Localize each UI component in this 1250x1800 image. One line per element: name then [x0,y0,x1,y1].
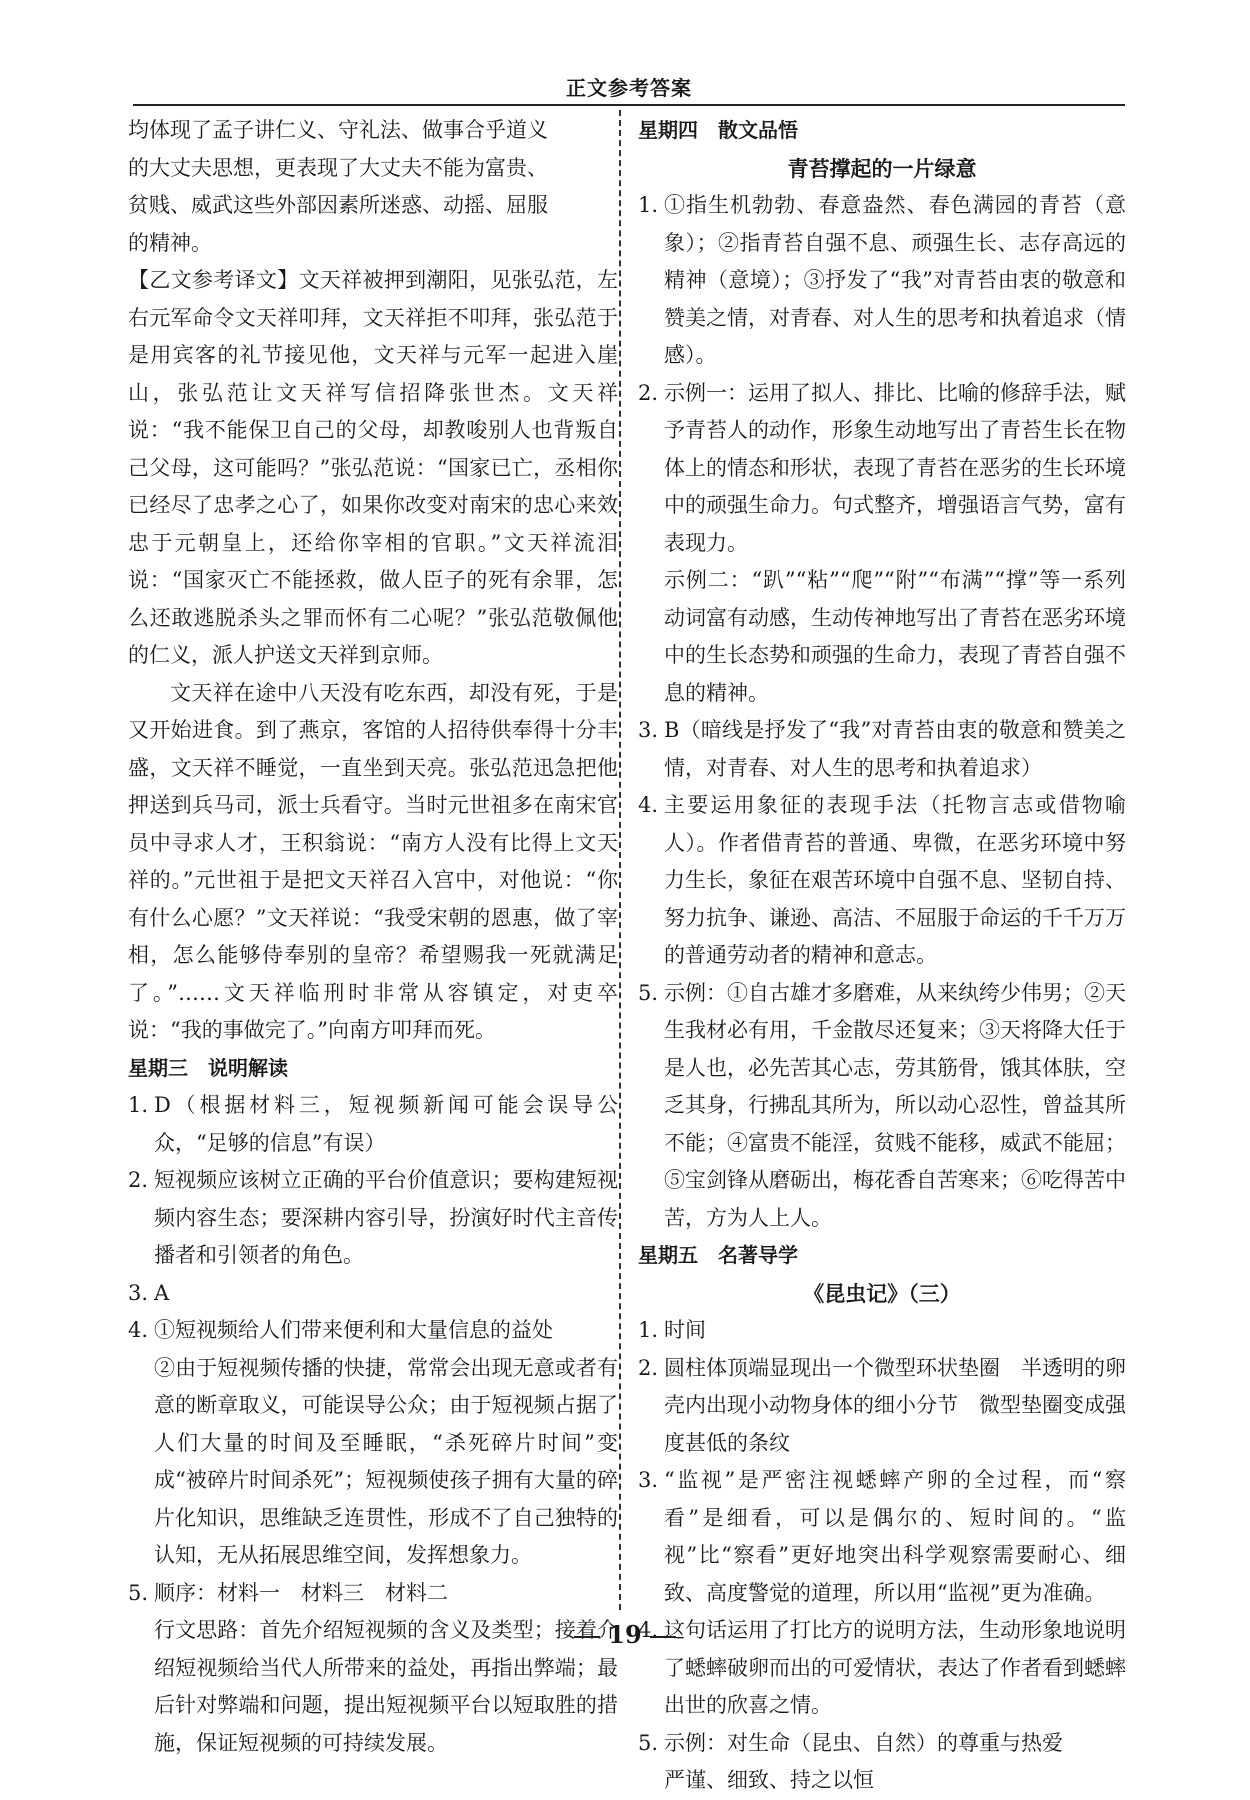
top-line: 的大丈夫思想，更表现了大丈夫不能为富贵、 [128,155,548,180]
answer-item [638,1350,1126,1463]
answer-item [128,1162,618,1275]
answer-item [638,787,1126,975]
item-number: 4. [638,1618,659,1642]
answer-item [638,375,1126,713]
page-number-value: 19 [608,1620,642,1649]
header-title: 正文参考答案 [566,76,692,100]
section-title-wednesday: 星期三 说明解读 [128,1055,288,1080]
item-number: 3. [638,718,659,742]
item-number: 4. [128,1318,149,1342]
item-number: 3. [638,1468,659,1492]
answer-item [128,1312,618,1575]
item-text: “监视”是严密注视蟋蟀产卵的全过程，而“察看”是细看，可以是偶尔的、短时间的。“监视”比“察看”更好地突出科学观察需要耐心、细致、高度警觉的道理，所以用“监视”更为准确。 [664,1468,1126,1605]
answer-item [638,187,1126,375]
item-text: B（暗线是抒发了“我”对青苔由衷的敬意和赞美之情，对青春、对人生的思考和执着追求） [664,718,1126,780]
essay-title: 青苔撑起的一片绿意 [787,155,977,181]
item-number: 4. [638,793,659,817]
header-rule [133,104,1125,106]
item-number: 1. [638,1318,659,1342]
book-title: 《昆虫记》（三） [803,1280,961,1306]
item-text: 圆柱体顶端显现出一个微型环状垫圈 半透明的卵壳内出现小动物身体的细小分节 微型垫圈变成强度甚低的条纹 [664,1355,1126,1455]
item-text: A [154,1280,170,1305]
item-text: 示例：①自古雄才多磨难，从来纨绔少伟男；②天生我材必有用，千金散尽还复来；③天将降大任于是人也，必先苦其心志，劳其筋骨，饿其体肤，空乏其身，行拂乱其所为，所以动心忍性，曾益其所不能；④富贵不能淫，贫贱不能移，威武不能屈；⑤宝剑锋从磨砺出，梅花香自苦寒来；⑥吃得苦中苦，方为人上人。 [664,980,1126,1230]
item-text: 严谨、细致、持之以恒 [664,1768,874,1792]
item-text: 主要运用象征的表现手法（托物言志或借物喻人）。作者借青苔的普通、卑微，在恶劣环境中努力生长，象征在艰苦环境中自强不息、坚韧自持、努力抗争、谦逊、高洁、不屈服于命运的千千万万的普通劳动者的精神和意志。 [664,793,1126,967]
translation-paragraph: 文天祥在途中八天没有吃东西，却没有死，于是又开始进食。到了燕京，客馆的人招待供奉得十分丰盛，文天祥不睡觉，一直坐到天亮。张弘范迅急把他押送到兵马司，派士兵看守。当时元世祖多在南宋官员中寻求人才，王积翁说：“南方人没有比得上文天祥的。”元世祖于是把文天祥召入宫中，对他说：“你有什么心愿？”文天祥说：“我受宋朝的恩惠，做了宰相，怎么能够侍奉别的皇帝？希望赐我一死就满足了。”……文天祥临刑时非常从容镇定，对吏卒说：“我的事做完了。”向南方叩拜而死。 [128,680,618,1042]
item-text: 示例：对生命（昆虫、自然）的尊重与热爱 [664,1730,1063,1755]
dash-right [650,1636,676,1638]
item-number: 5. [638,980,659,1005]
answer-item [638,975,1126,1238]
column-divider [619,110,621,1610]
item-text: ①指生机勃勃、春意盎然、春色满园的青苔（意象）；②指青苔自强不息、顽强生长、志存高远的精神（意境）；③抒发了“我”对青苔由衷的敬意和赞美之情，对青春、对人生的思考和执着追求（情感）。 [664,193,1126,367]
top-line: 均体现了孟子讲仁义、守礼法、做事合乎道义 [128,118,548,142]
item-text: D（根据材料三，短视频新闻可能会误导公众，“足够的信息”有误） [154,1093,618,1155]
section-title-friday: 星期五 名著导学 [638,1243,798,1267]
item-text: 时间 [664,1318,706,1342]
answer-item [128,1275,618,1313]
answer-item [128,1575,618,1763]
item-text: 示例一：运用了拟人、排比、比喻的修辞手法，赋予青苔人的动作，形象生动地写出了青苔生长在物体上的情态和形状，表现了青苔在恶劣的生长环境中的顽强生命力。句式整齐，增强语言气势，富有表现力。 [664,380,1126,555]
item-text: 示例二：“趴”“粘”“爬”“附”“布满”“撑”等一系列动词富有动感，生动传神地写出了青苔在恶劣环境中的生长态势和顽强的生命力，表现了青苔自强不息的精神。 [664,568,1126,705]
top-line: 贫贱、威武这些外部因素所迷惑、动摇、屈服 [128,193,548,217]
item-text: 这句话运用了打比方的说明方法，生动形象地说明了蟋蟀破卵而出的可爱情状，表达了作者看到蟋蟀出世的欣喜之情。 [664,1618,1126,1717]
section-title-thursday: 星期四 散文品悟 [638,118,798,142]
item-number: 2. [638,1355,659,1380]
answer-item [128,1087,618,1162]
right-column [638,112,1126,1800]
item-number: 5. [128,1580,149,1605]
item-text: 顺序：材料一 材料三 材料二 [154,1580,448,1605]
answer-item [638,1312,1126,1350]
item-number: 2. [128,1168,149,1192]
page-number [0,1620,1250,1649]
item-text: ②由于短视频传播的快捷，常常会出现无意或者有意的断章取义，可能误导公众；由于短视频占据了人们大量的时间及至睡眠，“杀死碎片时间”变成“被碎片时间杀死”；短视频使孩子拥有大量的碎片化知识，思维缺乏连贯性，形成不了自己独特的认知，无从拓展思维空间，发挥想象力。 [154,1355,618,1567]
item-text: 行文思路：首先介绍短视频的含义及类型；接着介绍短视频给当代人所带来的益处，再指出弊端；最后针对弊端和问题，提出短视频平台以短取胜的措施，保证短视频的可持续发展。 [154,1618,618,1755]
answer-item [638,1462,1126,1612]
translation-paragraph: 【乙文参考译文】文天祥被押到潮阳，见张弘范，左右元军命令文天祥叩拜，文天祥拒不叩拜，张弘范于是用宾客的礼节接见他，文天祥与元军一起进入崖山，张弘范让文天祥写信招降张世杰。文天祥说：“我不能保卫自己的父母，却教唆别人也背叛自己父母，这可能吗？”张弘范说：“国家已亡，丞相你已经尽了忠孝之心了，如果你改变对南宋的忠心来效忠于元朝皇上，还给你宰相的官职。”文天祥流泪说：“国家灭亡不能拯救，做人臣子的死有余罪，怎么还敢逃脱杀头之罪而怀有二心呢？”张弘范敬佩他的仁义，派人护送文天祥到京师。 [128,268,618,667]
item-number: 2. [638,380,659,405]
item-number: 1. [128,1093,149,1117]
item-number: 1. [638,193,659,217]
item-text: ①短视频给人们带来便利和大量信息的益处 [154,1318,553,1342]
item-number: 3. [128,1280,149,1305]
answer-item [638,1725,1126,1800]
item-number: 5. [638,1730,659,1755]
left-column [128,112,618,1762]
top-line: 的精神。 [128,230,212,255]
dash-left [574,1636,600,1638]
answer-item [638,712,1126,787]
item-text: 短视频应该树立正确的平台价值意识；要构建短视频内容生态；要深耕内容引导，扮演好时代主音传播者和引领者的角色。 [154,1168,618,1267]
